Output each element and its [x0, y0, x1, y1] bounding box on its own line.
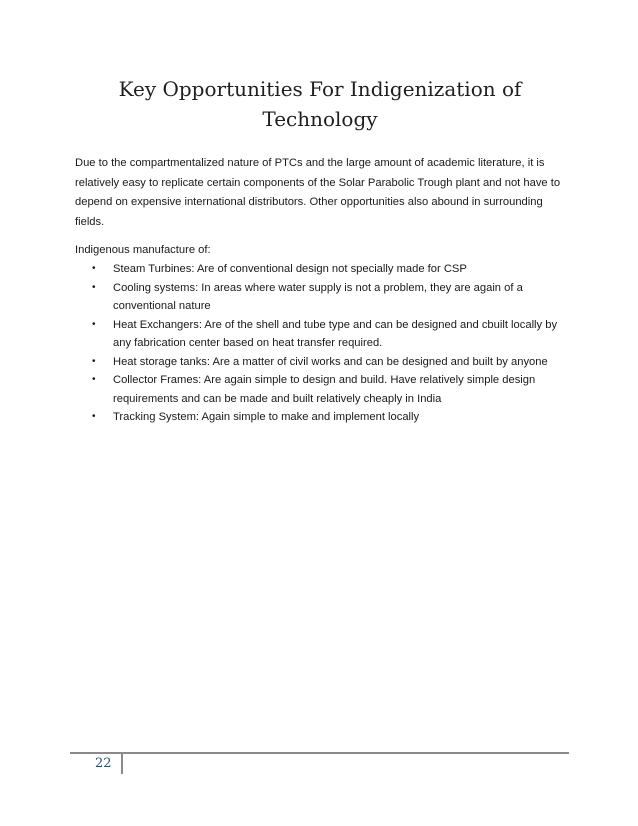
list-item-text: Heat storage tanks: Are a matter of civil works and can be designed and built by anyone — [113, 355, 548, 368]
list-item-text: Collector Frames: Are again simple to design and build. Have relatively simple design requirements and can be made and built relatively cheaply in India — [113, 374, 536, 405]
list-item — [75, 353, 575, 372]
bullet-icon: • — [92, 281, 96, 293]
bullet-icon: • — [92, 263, 96, 274]
page-title: Key Opportunities For Indigenization of Technology — [118, 77, 522, 131]
footer-divider — [70, 752, 569, 754]
list-item-text: Tracking System: Again simple to make and implement locally — [113, 411, 420, 423]
page-number: 22 — [95, 756, 112, 771]
bullet-icon: • — [92, 318, 96, 330]
list-item-text: Heat Exchangers: Are of the shell and tube type and can be designed and cbuilt locally by any fabrication center based on heat transfer required. — [113, 318, 558, 349]
bullet-list — [75, 260, 575, 427]
bullet-icon: • — [92, 355, 96, 367]
list-item — [75, 316, 575, 353]
list-heading: Indigenous manufacture of: — [75, 244, 211, 256]
footer-vertical-divider — [121, 754, 123, 774]
intro-paragraph: Due to the compartmentalized nature of PTCs and the large amount of academic literature, it is relatively easy to replicate certain components of the Solar Parabolic Trough plant and not have to depend on expensive international distributors. Other opportunities also abound in surrounding fields. — [75, 157, 561, 228]
list-item — [75, 408, 575, 427]
list-item-text: Steam Turbines: Are of conventional design not specially made for CSP — [113, 263, 467, 275]
bullet-icon: • — [92, 411, 96, 422]
list-item-text: Cooling systems: In areas where water supply is not a problem, they are again of a conventional nature — [113, 281, 523, 312]
list-item — [75, 371, 575, 408]
list-item — [75, 260, 575, 279]
list-item — [75, 279, 575, 316]
bullet-icon: • — [92, 374, 96, 385]
